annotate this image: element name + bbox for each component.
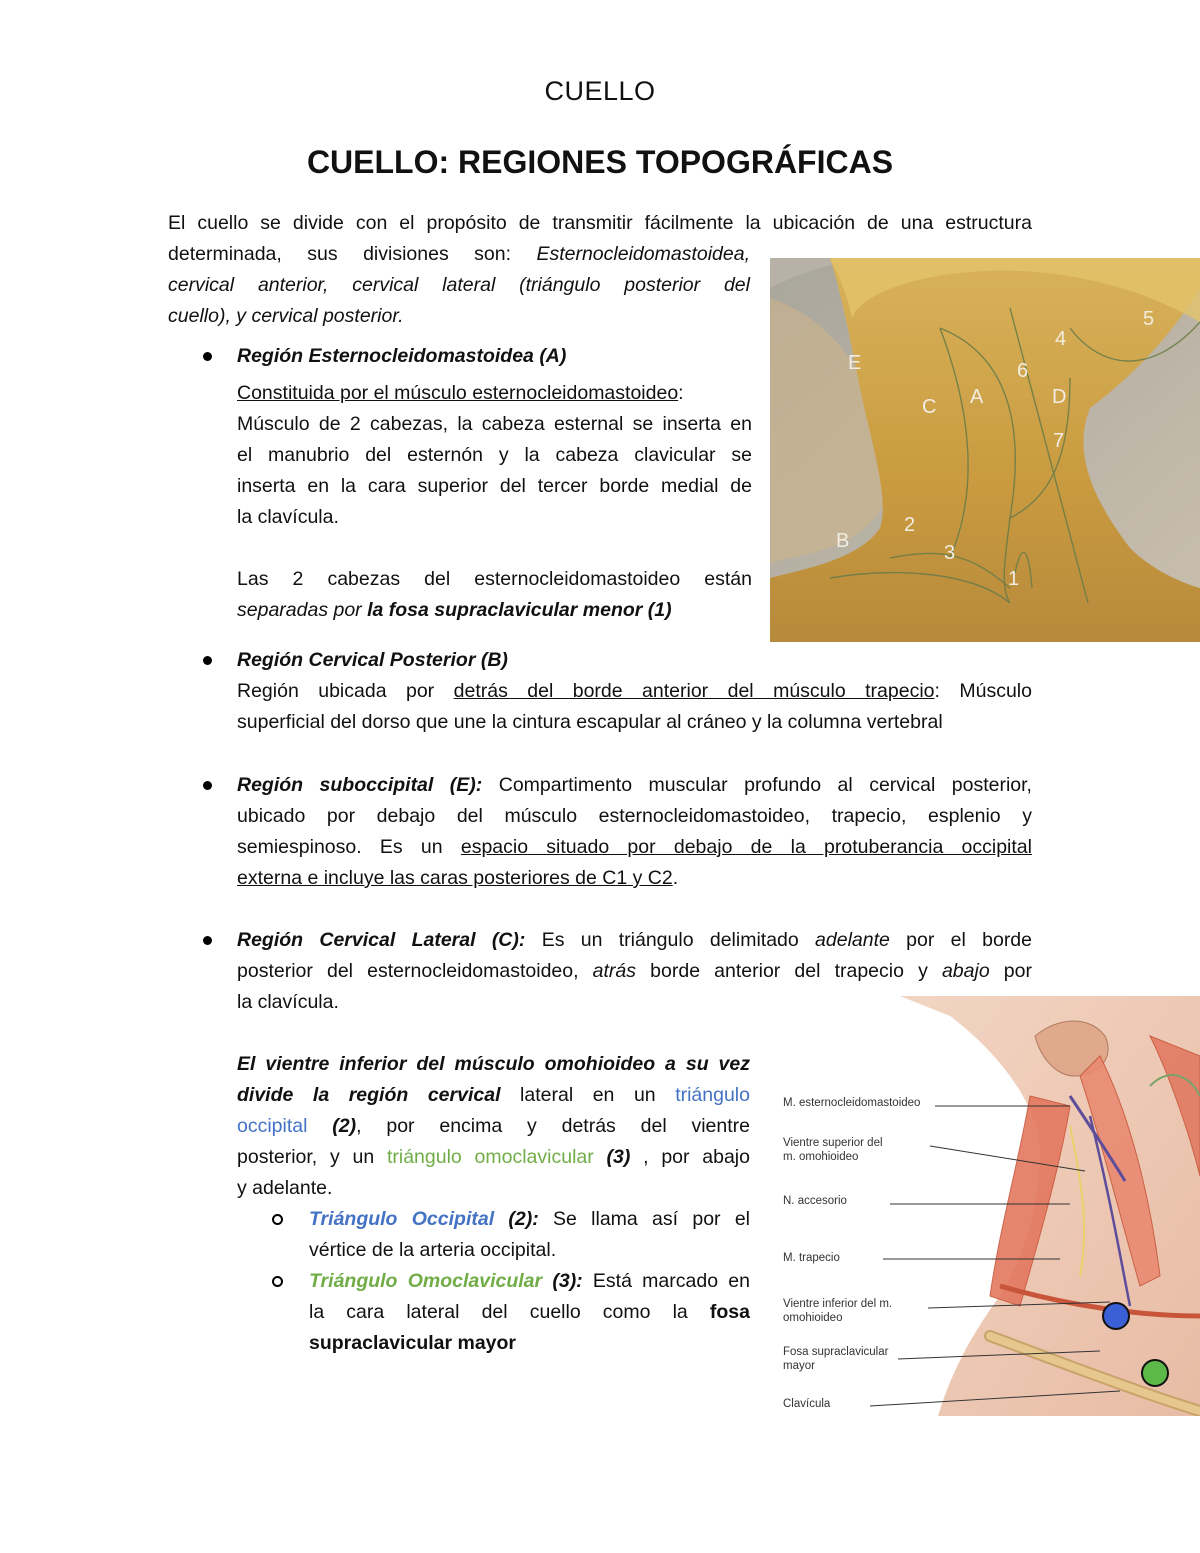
section-a-line-4: la clavícula.: [237, 506, 339, 528]
intro-line-1: El cuello se divide con el propósito de transmitir fácilmente la ubicación de una estructura: [168, 212, 1032, 234]
sub-bullet-omoclavicular: [272, 1276, 283, 1287]
occipital-line-1: Triángulo Occipital (2): Se llama así por el: [309, 1208, 750, 1230]
bullet-section-b: [203, 656, 212, 665]
bullet-section-e: [203, 781, 212, 790]
section-e-line-4: externa e incluye las caras posteriores de C1 y C2.: [237, 867, 679, 889]
photo-label-C: C: [922, 396, 937, 418]
diagram-label-superior-belly-1: Vientre superior del: [783, 1137, 883, 1149]
intro-line-4: cuello), y cervical posterior.: [168, 305, 404, 327]
omohioid-line-5: y adelante.: [237, 1177, 333, 1199]
photo-label-4: 4: [1055, 328, 1067, 350]
neck-regions-photo: [770, 258, 1200, 642]
photo-label-7: 7: [1053, 430, 1065, 452]
diagram-label-clavicle: Clavícula: [783, 1398, 831, 1410]
section-c-line-1: Región Cervical Lateral (C): Es un triángulo delimitado adelante por el borde: [237, 929, 1032, 951]
section-b-title: Región Cervical Posterior (B): [237, 649, 508, 671]
section-c-line-3: la clavícula.: [237, 991, 339, 1013]
photo-label-B: B: [836, 530, 850, 552]
photo-label-E: E: [848, 352, 862, 374]
photo-label-2: 2: [904, 514, 916, 536]
section-e-line-1: Región suboccipital (E): Compartimento muscular profundo al cervical posterior,: [237, 774, 1032, 796]
diagram-label-trapezius: M. trapecio: [783, 1252, 840, 1264]
section-a-line-3: inserta en la cara superior del tercer borde medial de: [237, 475, 752, 497]
section-a-line-2: el manubrio del esternón y la cabeza clavicular se: [237, 444, 752, 466]
section-a-p2-line-2: separadas por la fosa supraclavicular menor (1): [237, 599, 672, 621]
diagram-label-inferior-belly-2: omohioideo: [783, 1312, 843, 1324]
photo-label-6: 6: [1017, 360, 1029, 382]
intro-line-2: determinada, sus divisiones son: Esternocleidomastoidea,: [168, 243, 750, 265]
section-a-subtitle: Constituida por el músculo esternocleidomastoideo:: [237, 382, 684, 404]
diagram-label-inferior-belly-1: Vientre inferior del m.: [783, 1298, 893, 1310]
photo-label-A: A: [970, 386, 984, 408]
section-a-line-1: Músculo de 2 cabezas, la cabeza esternal se inserta en: [237, 413, 752, 435]
omoclavicular-line-2: la cara lateral del cuello como la fosa: [309, 1301, 750, 1323]
section-b-line-2: superficial del dorso que une la cintura escapular al cráneo y la columna vertebral: [237, 711, 943, 733]
omohioid-line-2: divide la región cervical lateral en un triángulo: [237, 1084, 750, 1106]
omohioid-line-1: El vientre inferior del músculo omohioideo a su vez: [237, 1053, 750, 1075]
bullet-section-c: [203, 936, 212, 945]
diagram-label-superior-belly-2: m. omohioideo: [783, 1151, 859, 1163]
omohioid-line-3: occipital (2), por encima y detrás del vientre: [237, 1115, 750, 1137]
diagram-label-fossa-2: mayor: [783, 1360, 815, 1372]
photo-label-3: 3: [944, 542, 956, 564]
diagram-label-accessory-nerve: N. accesorio: [783, 1195, 847, 1207]
omohioid-line-4: posterior, y un triángulo omoclavicular (3) , por abajo: [237, 1146, 750, 1168]
photo-label-1: 1: [1008, 568, 1020, 590]
section-a-title: Región Esternocleidomastoidea (A): [237, 345, 567, 367]
page-header: CUELLO: [544, 76, 656, 106]
occipital-line-2: vértice de la arteria occipital.: [309, 1239, 557, 1261]
photo-label-D: D: [1052, 386, 1067, 408]
sub-bullet-occipital: [272, 1214, 283, 1225]
photo-label-5: 5: [1143, 308, 1155, 330]
section-b-line-1: Región ubicada por detrás del borde anterior del músculo trapecio: Músculo: [237, 680, 1032, 702]
occipital-triangle-marker: [1103, 1303, 1129, 1329]
page-title: CUELLO: REGIONES TOPOGRÁFICAS: [306, 144, 894, 180]
bullet-section-a: [203, 352, 212, 361]
omoclavicular-triangle-marker: [1142, 1360, 1168, 1386]
diagram-label-scm: M. esternocleidomastoideo: [783, 1097, 921, 1109]
omoclavicular-line-3: supraclavicular mayor: [309, 1332, 517, 1354]
section-a-p2-line-1: Las 2 cabezas del esternocleidomastoideo están: [237, 568, 752, 590]
intro-line-3: cervical anterior, cervical lateral (triángulo posterior del: [168, 274, 750, 296]
omoclavicular-line-1: Triángulo Omoclavicular (3): Está marcado en: [309, 1270, 750, 1292]
diagram-label-fossa-1: Fosa supraclavicular: [783, 1346, 889, 1358]
section-c-line-2: posterior del esternocleidomastoideo, atrás borde anterior del trapecio y abajo por: [237, 960, 1032, 982]
section-e-line-3: semiespinoso. Es un espacio situado por debajo de la protuberancia occipital: [237, 836, 1032, 858]
section-e-line-2: ubicado por debajo del músculo esternocleidomastoideo, trapecio, esplenio y: [237, 805, 1032, 827]
